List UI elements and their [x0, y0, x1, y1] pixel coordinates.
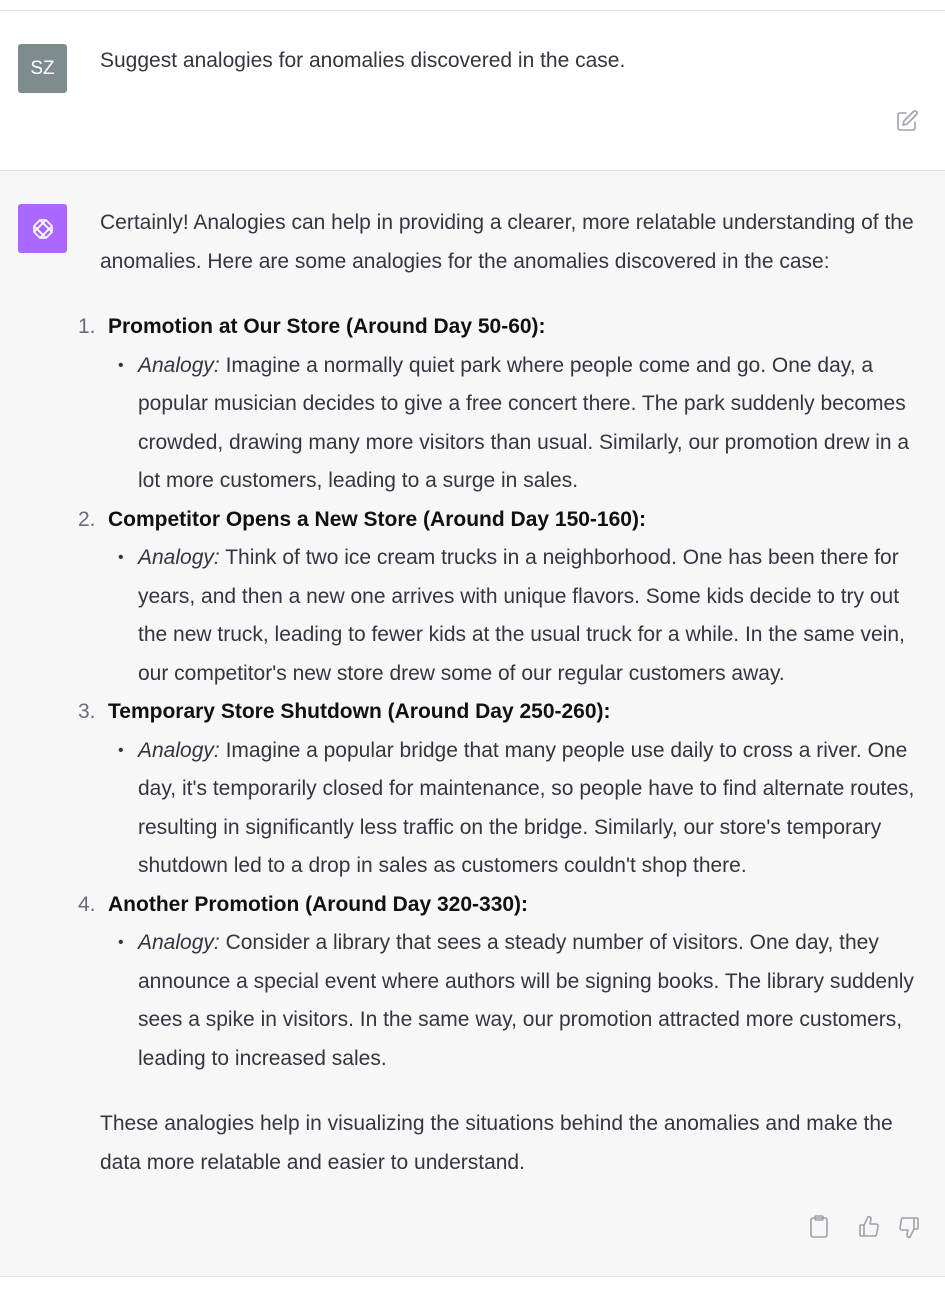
analogy-text: Consider a library that sees a steady number of visitors. One day, they announce a special event where authors will be signing books. The library suddenly sees a spike in visitors. In the same way, our promotion attracted more customers, leading to increased sales. — [138, 931, 914, 1070]
item-number: 1. — [78, 315, 96, 338]
analogy-label: Analogy: — [138, 738, 220, 762]
analogy-bullet: • Analogy: Think of two ice cream trucks in a neighborhood. One has been there for years, and then a new one arrives with unique flavors. Some kids decide to try out the new truck, leading to fewer kids at the usual truck for a while. In the same vein, our competitor's new store drew some of our regular customers away. — [118, 546, 905, 685]
assistant-message-content — [78, 204, 930, 1182]
edit-icon[interactable] — [895, 109, 919, 133]
bottom-area — [0, 1277, 945, 1296]
assistant-message-row — [0, 171, 945, 1277]
list-item — [78, 308, 930, 501]
analogy-label: Analogy: — [138, 353, 220, 377]
assistant-intro: Certainly! Analogies can help in providing a clearer, more relatable understanding of the anomalies. Here are some analogies for the anomalies discovered in the case: — [100, 211, 914, 273]
list-item — [78, 886, 930, 1079]
item-title: Another Promotion (Around Day 320-330): — [108, 892, 529, 916]
clipboard-icon[interactable] — [807, 1214, 831, 1240]
list-item — [78, 501, 930, 694]
analogy-label: Analogy: — [138, 931, 220, 954]
item-title: Temporary Store Shutdown (Around Day 250-260): — [108, 700, 611, 723]
assistant-outro: These analogies help in visualizing the situations behind the anomalies and make the data more relatable and easier to understand. — [100, 1112, 893, 1174]
analogy-bullet: • Analogy: Imagine a popular bridge that many people use daily to cross a river. One day, it's temporarily closed for maintenance, so people have to find alternate routes, resulting in significantly less traffic on the bridge. Similarly, our store's temporary shutdown led to a drop in sales as customers couldn't shop there. — [118, 738, 915, 877]
item-number: 2. — [78, 507, 96, 531]
item-number: 4. — [78, 892, 96, 916]
user-message-row — [0, 11, 945, 171]
analogy-bullet: • Analogy: Consider a library that sees a steady number of visitors. One day, they announce a special event where authors will be signing books. The library suddenly sees a spike in visitors. In the same way, our promotion attracted more customers, leading to increased sales. — [118, 931, 914, 1070]
openai-logo-icon — [18, 204, 67, 253]
analogy-label: Analogy: — [138, 546, 220, 569]
analogy-list — [78, 308, 930, 1078]
list-item — [78, 693, 930, 886]
user-message-text: Suggest analogies for anomalies discovered in the case. — [100, 49, 626, 72]
analogy-bullet: • Analogy: Imagine a normally quiet park where people come and go. One day, a popular musician decides to give a free concert there. The park suddenly becomes crowded, drawing many more visitors than usual. Similarly, our promotion drew in a lot more customers, leading to a surge in sales. — [118, 353, 910, 492]
analogy-text: Imagine a popular bridge that many people use daily to cross a river. One day, it's temporarily closed for maintenance, so people have to find alternate routes, resulting in significantly less traffic on the bridge. Similarly, our store's temporary shutdown led to a drop in sales as customers couldn't shop there. — [138, 738, 915, 877]
user-avatar-initials: SZ — [30, 57, 55, 79]
user-avatar — [18, 44, 67, 93]
thumbs-up-icon[interactable] — [857, 1214, 881, 1240]
item-title: Competitor Opens a New Store (Around Day 150-160): — [108, 507, 646, 531]
thumbs-down-icon[interactable] — [897, 1214, 921, 1240]
item-title: Promotion at Our Store (Around Day 50-60): — [108, 315, 546, 338]
analogy-text: Imagine a normally quiet park where people come and go. One day, a popular musician decides to give a free concert there. The park suddenly becomes crowded, drawing many more visitors than usual. Similarly, our promotion drew in a lot more customers, leading to a surge in sales. — [138, 353, 910, 492]
analogy-text: Think of two ice cream trucks in a neighborhood. One has been there for years, and then a new one arrives with unique flavors. Some kids decide to try out the new truck, leading to fewer kids at the usual truck for a while. In the same vein, our competitor's new store drew some of our regular customers away. — [138, 546, 905, 685]
item-number: 3. — [78, 700, 96, 723]
